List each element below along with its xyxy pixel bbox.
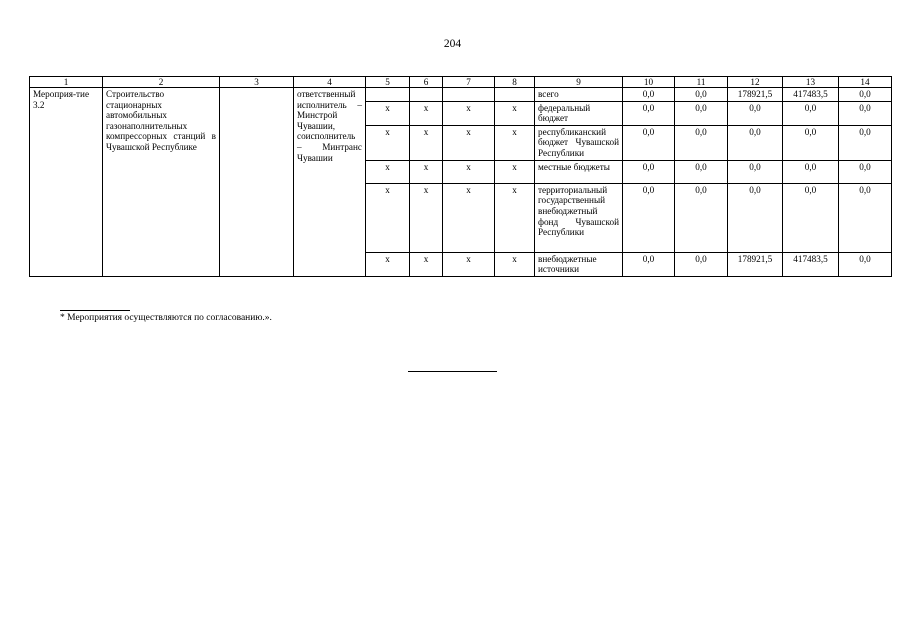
amount-cell: 417483,5 — [783, 252, 839, 276]
amount-cell: 0,0 — [675, 101, 728, 125]
mark-cell — [366, 88, 410, 102]
mark-cell — [410, 88, 443, 102]
amount-cell: 0,0 — [623, 183, 675, 252]
amount-cell: 0,0 — [839, 125, 892, 160]
amount-cell: 0,0 — [839, 101, 892, 125]
amount-cell: 0,0 — [839, 252, 892, 276]
amount-cell: 0,0 — [839, 88, 892, 102]
amount-cell: 0,0 — [783, 160, 839, 183]
column-header-8: 8 — [495, 77, 535, 88]
amount-cell: 0,0 — [675, 252, 728, 276]
mark-cell: х — [495, 101, 535, 125]
column-header-14: 14 — [839, 77, 892, 88]
mark-cell: х — [366, 101, 410, 125]
mark-cell: х — [495, 125, 535, 160]
mark-cell: х — [410, 160, 443, 183]
mark-cell: х — [410, 101, 443, 125]
event-cell: Мероприя-тие 3.2 — [30, 88, 103, 277]
footnote: * Мероприятия осуществляются по согласованию.». — [60, 313, 272, 323]
funding-source-cell: территориальный государственный внебюджетный фонд Чувашской Республики — [535, 183, 623, 252]
column-header-12: 12 — [728, 77, 783, 88]
amount-cell: 0,0 — [783, 183, 839, 252]
mark-cell: х — [443, 183, 495, 252]
mark-cell: х — [366, 183, 410, 252]
page-number: 204 — [443, 38, 462, 50]
funding-source-cell: внебюджетные источники — [535, 252, 623, 276]
amount-cell: 0,0 — [623, 252, 675, 276]
column-header-1: 1 — [30, 77, 103, 88]
name-cell: Строительство стационарных автомобильных газонаполнительных компрессорных станций в Чувашской Республике — [103, 88, 220, 277]
amount-cell: 0,0 — [623, 101, 675, 125]
column-header-13: 13 — [783, 77, 839, 88]
amount-cell: 0,0 — [728, 160, 783, 183]
table-header — [30, 77, 892, 88]
mark-cell: х — [495, 252, 535, 276]
mark-cell: х — [366, 125, 410, 160]
amount-cell: 0,0 — [623, 160, 675, 183]
column-header-5: 5 — [366, 77, 410, 88]
amount-cell: 178921,5 — [728, 252, 783, 276]
amount-cell: 0,0 — [728, 101, 783, 125]
amount-cell: 0,0 — [623, 88, 675, 102]
mark-cell — [495, 88, 535, 102]
mark-cell: х — [410, 125, 443, 160]
column-header-6: 6 — [410, 77, 443, 88]
mark-cell: х — [410, 252, 443, 276]
mark-cell: х — [443, 125, 495, 160]
column-header-10: 10 — [623, 77, 675, 88]
amount-cell: 178921,5 — [728, 88, 783, 102]
mark-cell: х — [495, 160, 535, 183]
amount-cell: 0,0 — [783, 101, 839, 125]
amount-cell: 0,0 — [623, 125, 675, 160]
column-header-4: 4 — [294, 77, 366, 88]
mark-cell: х — [366, 252, 410, 276]
end-rule — [408, 371, 497, 372]
amount-cell: 0,0 — [675, 88, 728, 102]
amount-cell: 0,0 — [728, 183, 783, 252]
mark-cell: х — [366, 160, 410, 183]
amount-cell: 0,0 — [675, 183, 728, 252]
column-header-9: 9 — [535, 77, 623, 88]
column-header-11: 11 — [675, 77, 728, 88]
column-header-7: 7 — [443, 77, 495, 88]
funding-source-cell: республиканский бюджет Чувашской Республики — [535, 125, 623, 160]
amount-cell: 0,0 — [783, 125, 839, 160]
column-header-2: 2 — [103, 77, 220, 88]
mark-cell: х — [443, 101, 495, 125]
responsible-cell: ответственный исполнитель – Минстрой Чувашии, соисполнитель – Минтранс Чувашии — [294, 88, 366, 277]
table-row — [30, 88, 892, 102]
mark-cell: х — [443, 252, 495, 276]
mark-cell: х — [495, 183, 535, 252]
amount-cell: 417483,5 — [783, 88, 839, 102]
amount-cell: 0,0 — [675, 160, 728, 183]
col3-cell — [220, 88, 294, 277]
funding-source-cell: всего — [535, 88, 623, 102]
amount-cell: 0,0 — [839, 160, 892, 183]
funding-table — [29, 76, 892, 277]
column-header-3: 3 — [220, 77, 294, 88]
footnote-rule — [60, 310, 130, 311]
mark-cell: х — [443, 160, 495, 183]
mark-cell — [443, 88, 495, 102]
funding-source-cell: местные бюджеты — [535, 160, 623, 183]
amount-cell: 0,0 — [839, 183, 892, 252]
mark-cell: х — [410, 183, 443, 252]
amount-cell: 0,0 — [675, 125, 728, 160]
amount-cell: 0,0 — [728, 125, 783, 160]
funding-source-cell: федеральный бюджет — [535, 101, 623, 125]
